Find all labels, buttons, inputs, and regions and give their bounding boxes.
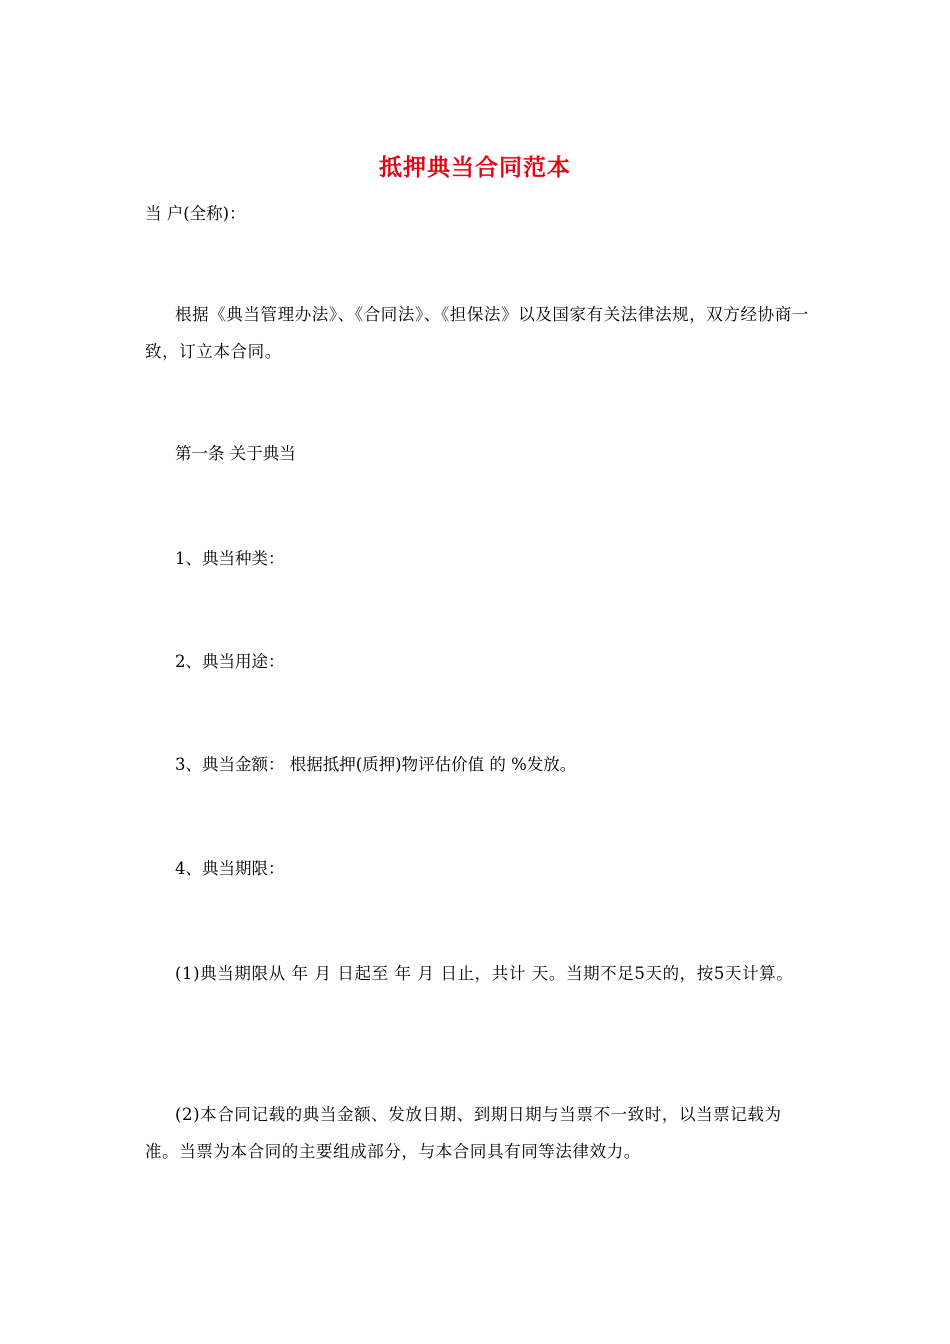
list-item: 3、典当金额： 根据抵押(质押)物评估价值 的 %发放。 — [175, 755, 577, 774]
list-item: 2、典当用途： — [175, 652, 285, 671]
clause-paragraph: (2)本合同记载的典当金额、发放日期、到期日期与当票不一致时，以当票记载为准。当票为本合同的主要组成部分，与本合同具有同等法律效力。 — [145, 1105, 782, 1161]
preamble-paragraph: 根据《典当管理办法》、《合同法》、《担保法》以及国家有关法律法规，双方经协商一致，订立本合同。 — [145, 305, 809, 361]
list-item: 4、典当期限： — [175, 859, 285, 878]
article-heading: 第一条 关于典当 — [175, 444, 296, 463]
list-item: 1、典当种类： — [175, 549, 285, 568]
document-title: 抵押典当合同范本 — [379, 154, 571, 181]
party-label: 当 户(全称)： — [145, 204, 246, 223]
clause-paragraph: (1)典当期限从 年 月 日起至 年 月 日止，共计 天。当期不足5天的，按5天计算。 — [175, 964, 794, 983]
